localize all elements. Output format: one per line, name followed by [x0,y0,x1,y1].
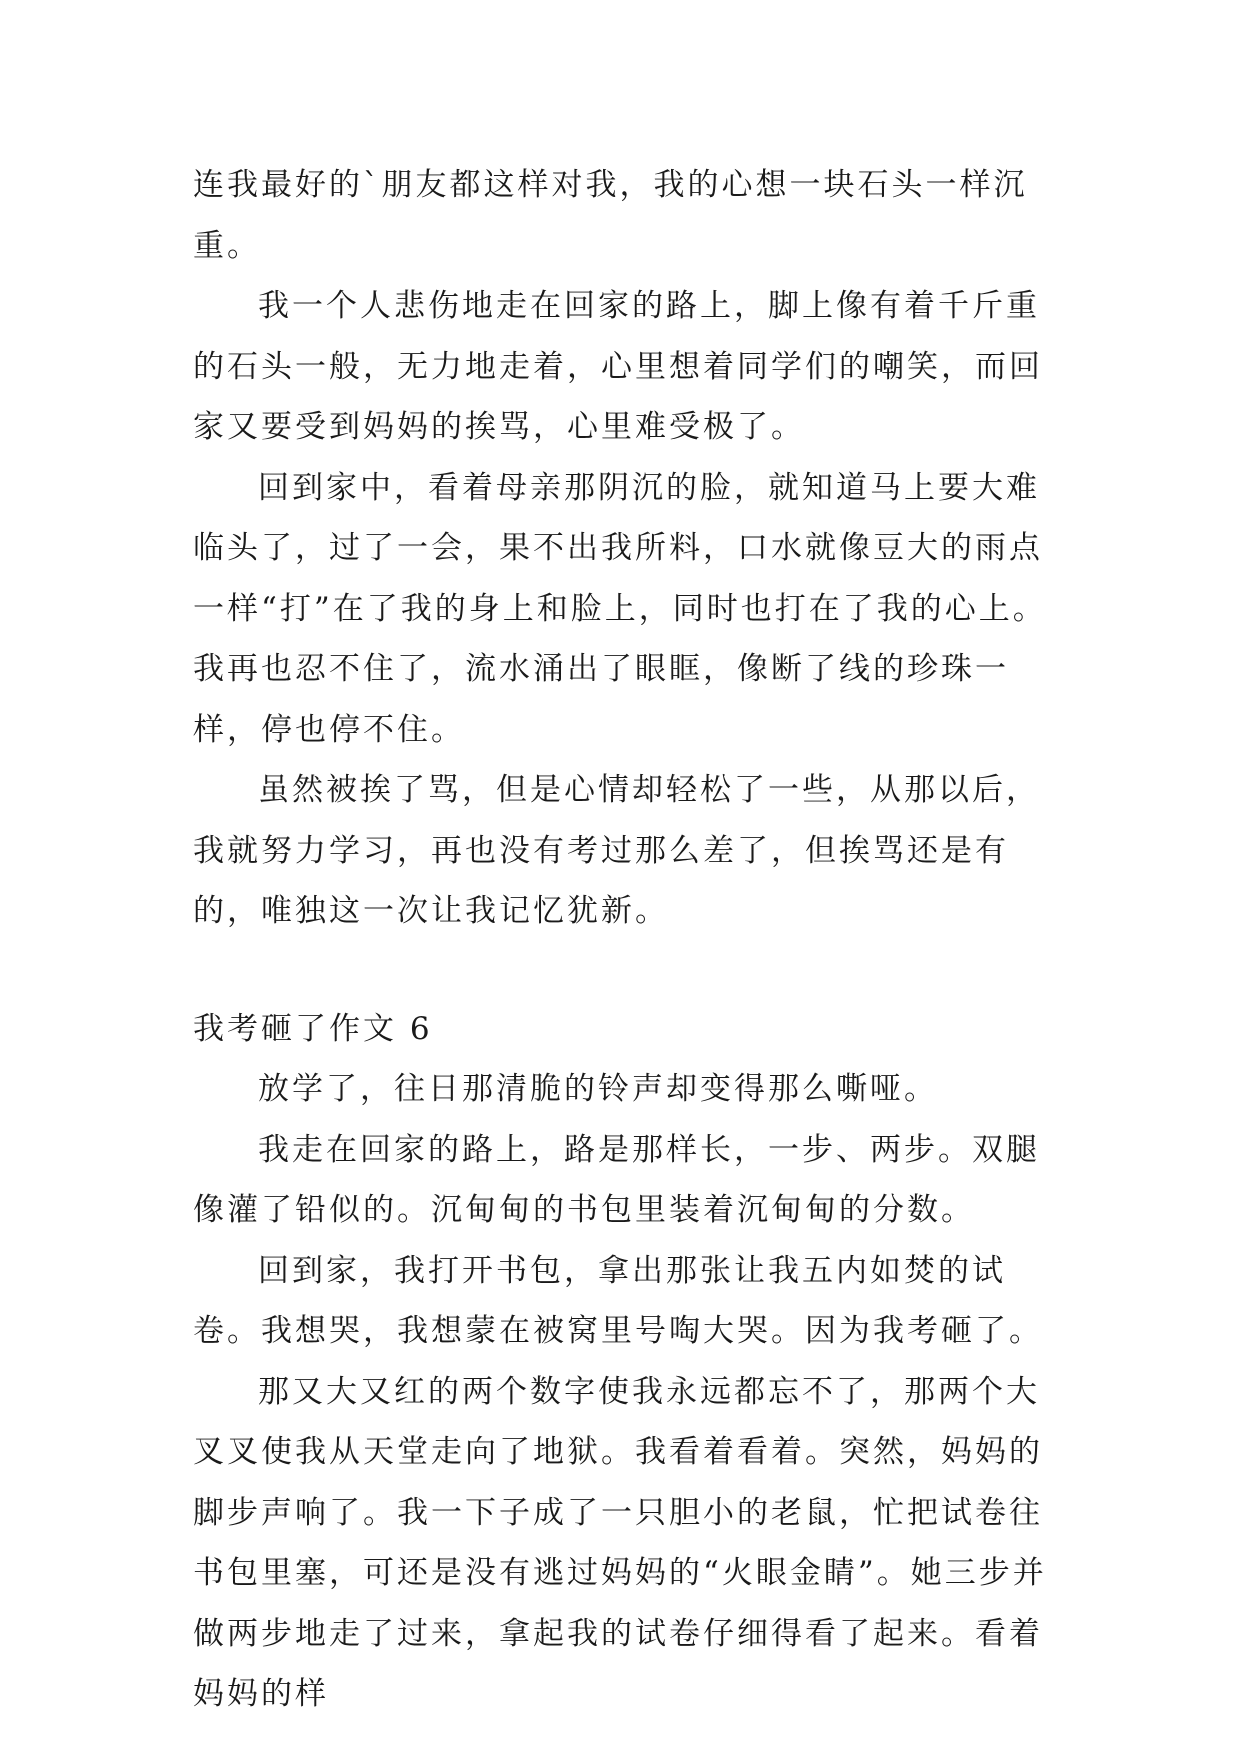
paragraph: 回到家，我打开书包，拿出那张让我五内如焚的试卷。我想哭，我想蒙在被窝里号啕大哭。因为我考砸了。 [193,1252,1043,1349]
paragraph: 虽然被挨了骂，但是心情却轻松了一些，从那以后，我就努力学习，再也没有考过那么差了，但挨骂还是有的，唯独这一次让我记忆犹新。 [193,772,1040,929]
paragraph: 回到家中，看着母亲那阴沉的脸，就知道马上要大难临头了，过了一会，果不出我所料，口水就像豆大的雨点一样“打”在了我的身上和脸上，同时也打在了我的心上。我再也忍不住了，流水涌出了眼眶，像断了线的珍珠一样，停也停不住。 [193,469,1047,748]
paragraph: 那又大又红的两个数字使我永远都忘不了，那两个大叉叉使我从天堂走向了地狱。我看着看着。突然，妈妈的脚步声响了。我一下子成了一只胆小的老鼠，忙把试卷往书包里塞，可还是没有逃过妈妈的“火眼金睛”。她三步并做两步地走了过来，拿起我的试卷仔细得看了起来。看着妈妈的样 [193,1373,1047,1712]
document-body [193,155,1058,1725]
paragraph-continued: 连我最好的`朋友都这样对我，我的心想一块石头一样沉重。 [193,167,1028,264]
section-title: 我考砸了作文 6 [193,1010,433,1047]
paragraph: 我一个人悲伤地走在回家的路上，脚上像有着千斤重的石头一般，无力地走着，心里想着同学们的嘲笑，而回家又要受到妈妈的挨骂，心里难受极了。 [193,288,1043,445]
paragraph: 放学了，往日那清脆的铃声却变得那么嘶哑。 [258,1071,938,1107]
paragraph: 我走在回家的路上，路是那样长，一步、两步。双腿像灌了铅似的。沉甸甸的书包里装着沉甸甸的分数。 [193,1131,1040,1228]
